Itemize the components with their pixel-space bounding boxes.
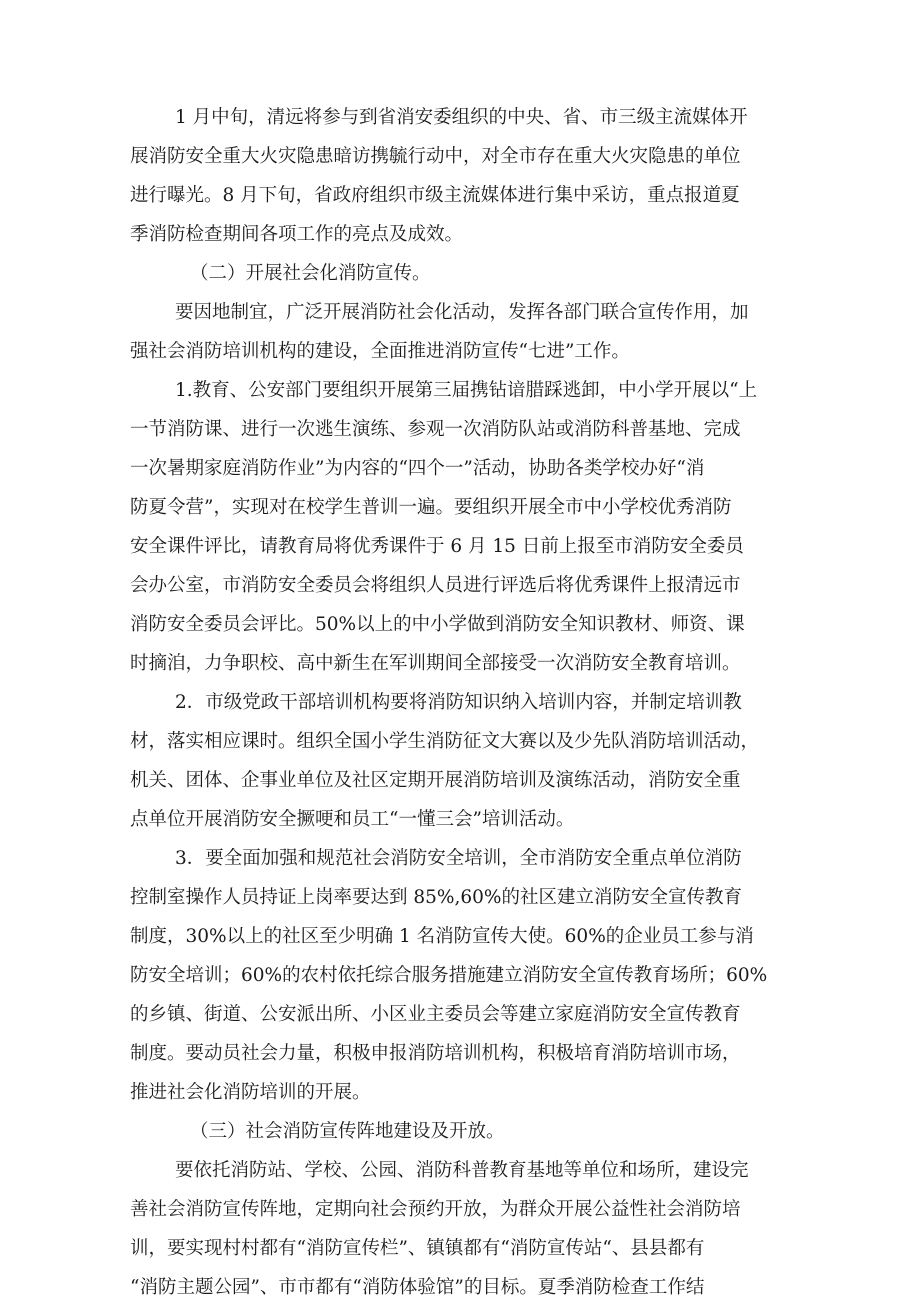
text-line: 机关、团体、企事业单位及社区定期开展消防培训及演练活动，消防安全重 xyxy=(130,770,741,791)
text-line: 1 月中旬，清远将参与到省消安委组织的中央、省、市三级主流媒体开 xyxy=(175,107,748,128)
text-line: 3．要全面加强和规范社会消防安全培训，全市消防安全重点单位消防 xyxy=(175,848,742,869)
text-line: 训，要实现村村都有“消防宣传栏”、镇镇都有“消防宣传站“、县县都有 xyxy=(130,1238,705,1259)
text-line: 防安全培训；60%的农村依托综合服务措施建立消防安全宣传教育场所；60% xyxy=(130,965,768,986)
text-line: 2．市级党政干部培训机构要将消防知识纳入培训内容，并制定培训教 xyxy=(175,692,742,713)
paragraph-item-3 xyxy=(130,839,810,1112)
text-line: 季消防检查期间各项工作的亮点及成效。 xyxy=(130,224,464,245)
text-line: 强社会消防培训机构的建设，全面推进消防宣传“七进”工作。 xyxy=(130,341,630,362)
text-line: 展消防安全重大火灾隐患暗访携毓行动中，对全市存在重大火灾隐患的单位 xyxy=(130,146,741,167)
text-line: 安全课件评比，请教育局将优秀课件于 6 月 15 日前上报至市消防安全委员 xyxy=(130,536,744,557)
text-line: 进行曝光。8 月下旬，省政府组织市级主流媒体进行集中采访，重点报道夏 xyxy=(130,185,740,206)
text-line: 制度，30%以上的社区至少明确 1 名消防宣传大使。60%的企业员工参与消 xyxy=(130,926,754,947)
text-line: 要因地制宜，广泛开展消防社会化活动，发挥各部门联合宣传作用，加 xyxy=(175,302,749,323)
text-line: 点单位开展消防安全撅哽和员工“一懂三会”培训活动。 xyxy=(130,809,575,830)
paragraph-intro xyxy=(130,293,810,371)
paragraph-item-1 xyxy=(130,371,810,683)
text-line: 推进社会化消防培训的开展。 xyxy=(130,1082,371,1103)
text-line: 一节消防课、进行一次逃生演练、参观一次消防队站或消防科普基地、完成 xyxy=(130,419,741,440)
text-line: 会办公室，市消防安全委员会将组织人员进行评选后将优秀课件上报清远市 xyxy=(130,575,741,596)
section-heading-text: （二）开展社会化消防宣传。 xyxy=(190,263,431,284)
text-line: 一次暑期家庭消防作业”为内容的“四个一”活动，协助各类学校办好“消 xyxy=(130,458,705,479)
text-line: 的乡镇、街道、公安派出所、小区业主委员会等建立家庭消防安全宣传教育 xyxy=(130,1004,741,1025)
text-line: 控制室操作人员持证上岗率要达到 85%,60%的社区建立消防安全宣传教育 xyxy=(130,887,743,908)
text-line: 防夏令营”，实现对在校学生普训一遍。要组织开展全市中小学校优秀消防 xyxy=(130,497,732,518)
text-line: 时摘洎，力争职校、高中新生在军训期间全部接受一次消防安全教育培训。 xyxy=(130,653,741,674)
section-heading-3 xyxy=(130,1112,810,1151)
text-line: 1.教育、公安部门要组织开展第三届携钻谙腊踩逃卸，中小学开展以“上 xyxy=(175,380,758,401)
paragraph-media-exposure xyxy=(130,98,810,254)
text-line: 消防安全委员会评比。50%以上的中小学做到消防安全知识教材、师资、课 xyxy=(130,614,745,635)
section-heading-2 xyxy=(130,254,810,293)
paragraph-propaganda-base xyxy=(130,1151,810,1307)
text-line: 材，落实相应课时。组织全国小学生消防征文大赛以及少先队消防培训活动， xyxy=(130,731,760,752)
text-line: 制度。要动员社会力量，积极申报消防培训机构，积极培育消防培训市场， xyxy=(130,1043,741,1064)
section-heading-text: （三）社会消防宣传阵地建设及开放。 xyxy=(190,1121,505,1142)
text-line: 要依托消防站、学校、公园、消防科普教育基地等单位和场所，建设完 xyxy=(175,1160,749,1181)
paragraph-item-2 xyxy=(130,683,810,839)
text-line: “消防主题公园”、市市都有“消防体验馆”的目标。夏季消防检查工作结 xyxy=(130,1277,705,1298)
text-line: 善社会消防宣传阵地，定期向社会预约开放，为群众开展公益性社会消防培 xyxy=(130,1199,741,1220)
